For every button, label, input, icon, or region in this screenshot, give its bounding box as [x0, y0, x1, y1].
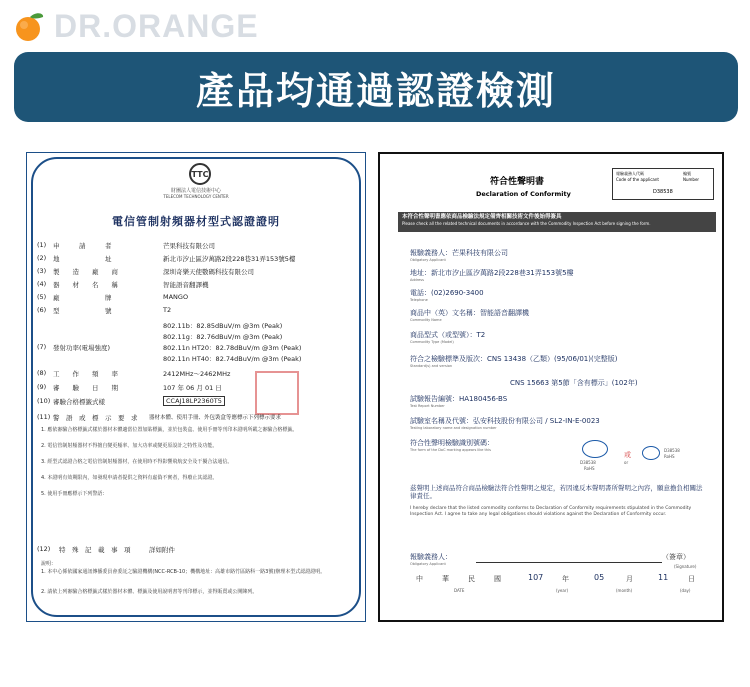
cert-note: 2. 電信管制射頻器材不得擅自變更頻率、加大功率或變更原設計之特性及功能。	[41, 443, 218, 449]
year-label: 年	[562, 575, 569, 583]
month-label: 月	[626, 575, 633, 583]
power-line: 802.11b：82.85dBuV/m @3m (Peak)	[163, 322, 283, 330]
declaration-title: 符合性聲明書	[490, 177, 545, 187]
official-stamp	[255, 371, 299, 415]
phone-row: 電話：(02)2690-3400 Telephone	[410, 289, 484, 302]
certification-id: CCAJ18LP2360T5	[163, 396, 225, 406]
attachment-row: (12) 特 殊 記 載 事 項 詳如附件	[37, 545, 175, 554]
product-name-row: 商品中（英）文名稱：智能語音翻譯機 Commodity Name	[410, 309, 529, 322]
cert-row: (4) 器 材 名 稱 智能語音翻譯機	[37, 280, 209, 289]
cert-note: 5. 使用手冊應標示下列警語：	[41, 491, 108, 497]
mark-code-small: D38538	[664, 448, 680, 453]
mark-code: D38538	[580, 460, 596, 465]
date-char: 民	[468, 575, 475, 583]
orange-icon	[12, 9, 46, 43]
lab-row: 試驗室名稱及代號：弘安科技股份有限公司 / SL2-IN-E-0023 Testing laboratory name and designation number	[410, 417, 600, 430]
title-banner	[14, 52, 738, 122]
report-row: 試驗報告編號：HA180456-BS Test Report Number	[410, 395, 508, 408]
banner-title: 產品均通過認證檢測	[195, 68, 556, 113]
date-row: (9) 審 驗 日 期 107 年 06 月 01 日	[37, 383, 222, 392]
conformity-declaration	[378, 152, 724, 622]
date-en-year: (year)	[556, 588, 569, 593]
seal-label: （簽章）	[662, 553, 690, 561]
signature-row: 報驗義務人： Obligatory Applicant	[410, 553, 452, 566]
mark-rohs: RoHS	[584, 466, 595, 471]
mark-row: 符合性聲明檢驗識別號碼： The form of the DoC marking appears like this	[410, 439, 494, 452]
applicant-code-box: 報驗義務人代碼 Code of the applicant 編號 Number D38538	[612, 168, 714, 200]
cert-row: (3) 製 造 廠 商 深圳奇樂天使數碼科技有限公司	[37, 267, 254, 276]
footer-note: 說明：	[41, 561, 57, 567]
day-label: 日	[688, 575, 695, 583]
date-char: 國	[494, 575, 501, 583]
org-name: 財團法人電信技術中心 TELECOM TECHNOLOGY CENTER	[163, 188, 229, 199]
date-char: 中	[416, 575, 423, 583]
date-en-day: (day)	[680, 588, 691, 593]
footer-note: 2. 請依上列審驗合格標籤式樣於器材本體、標籤及使用說明書等刊印標示，並得販賣或公開陳列。	[41, 589, 258, 595]
power-line: 802.11n HT40：82.74dBuV/m @3m (Peak)	[163, 355, 302, 363]
declaration-statement: 茲聲明上述商品符合商品檢驗法符合性聲明之規定，若因違反本聲明書所聲明之內容，願意擔負相關法律責任。	[410, 484, 703, 501]
cert-row: (2) 地 址 新北市汐止區汐萬路2段228巷31弄153號5樓	[37, 254, 296, 263]
cert-row: (1) 申 請 者 芒果科技有限公司	[37, 241, 215, 250]
certificate-title: 電信管制射頻器材型式認證證明	[112, 215, 280, 228]
seal-en: (Signature)	[674, 564, 697, 569]
declaration-statement-en: I hereby declare that the listed commodity conforms to Declaration of Conformity requirements stipulated in the Commodity Inspection Act. I agree to take any legal obligations should violations against the Declaration of Conformity occur.	[410, 506, 692, 517]
commodity-mark-small-icon	[642, 446, 660, 460]
date-en: DATE	[454, 588, 465, 593]
date-en-month: (month)	[616, 588, 633, 593]
brand-name: DR.ORANGE	[54, 7, 259, 44]
mark-rohs-small: RoHS	[664, 454, 675, 459]
date-char: 華	[442, 575, 449, 583]
standard-row: CNS 15663 第5節「含有標示」(102年)	[510, 379, 638, 387]
ncc-certificate	[26, 152, 366, 622]
mark-req-row: (11) 警 語 或 標 示 要 求 器材本體、使用手冊、外包裝盒等應標示下列標示要求	[37, 413, 282, 422]
brand-logo	[12, 6, 259, 46]
power-row: (7) 發射功率(電場強度)	[37, 343, 111, 352]
freq-row: (8) 工 作 頻 率 2412MHz～2462MHz	[37, 369, 231, 378]
declaration-subtitle: Declaration of Conformity	[476, 190, 571, 198]
footer-note: 1. 本中心係依國家通訊傳播委員會委託之驗證機構(NCC-RCB-10；機構地址：高雄市路竹區路科一路3號)辦理本型式認證證明。	[41, 569, 326, 575]
power-line: 802.11n HT20：82.78dBuV/m @3m (Peak)	[163, 344, 302, 352]
date-day: 11	[658, 573, 669, 582]
standard-row: 符合之檢驗標準及版次：CNS 13438（乙類）(95/06/01)(完整版) Standard(s) and version	[410, 355, 618, 368]
cert-row: (5) 廠 牌 MANGO	[37, 293, 189, 302]
id-row: (10) 審驗合格標籤式樣 CCAJ18LP2360T5	[37, 397, 357, 406]
cert-note: 4. 本證明有效期限內，如發現申請者提供之資料有虛偽不實者，得廢止其認證。	[41, 475, 218, 481]
address-row: 地址：新北市汐止區汐萬路2段228巷31弄153號5樓 Address	[410, 269, 574, 282]
power-line: 802.11g：82.76dBuV/m @3m (Peak)	[163, 333, 283, 341]
date-month: 05	[594, 573, 605, 582]
mark-or: 或	[624, 451, 631, 459]
notice-banner: 本符合性聲明書應依商品檢驗法規定備齊相關技術文件後始得簽具 Please check all the related technical documents in accordance with the Commodity Inspection Act before signing the form.	[398, 212, 716, 232]
cert-note: 3. 經型式認證合格之電信管制射頻器材，在使用時不得影響飛航安全及干擾合法通信。	[41, 459, 233, 465]
commodity-mark-icon	[582, 440, 608, 458]
date-year: 107	[528, 573, 544, 582]
mark-or-en: or	[624, 460, 629, 465]
applicant-row: 報驗義務人：芒果科技有限公司 Obligatory Applicant	[410, 249, 508, 262]
cert-row: (6) 型 號 T2	[37, 306, 172, 315]
signature-line	[476, 562, 662, 563]
cert-note: 1. 應依審驗合格標籤式樣於器材本體適當位置加貼標籤，並於包裝盒、使用手冊等刊印本證明所載之審驗合格標籤。	[41, 427, 298, 433]
model-row: 商品型式（或型號）：T2 Commodity Type (Model)	[410, 331, 486, 344]
ttc-logo-icon: TTC	[189, 163, 211, 185]
